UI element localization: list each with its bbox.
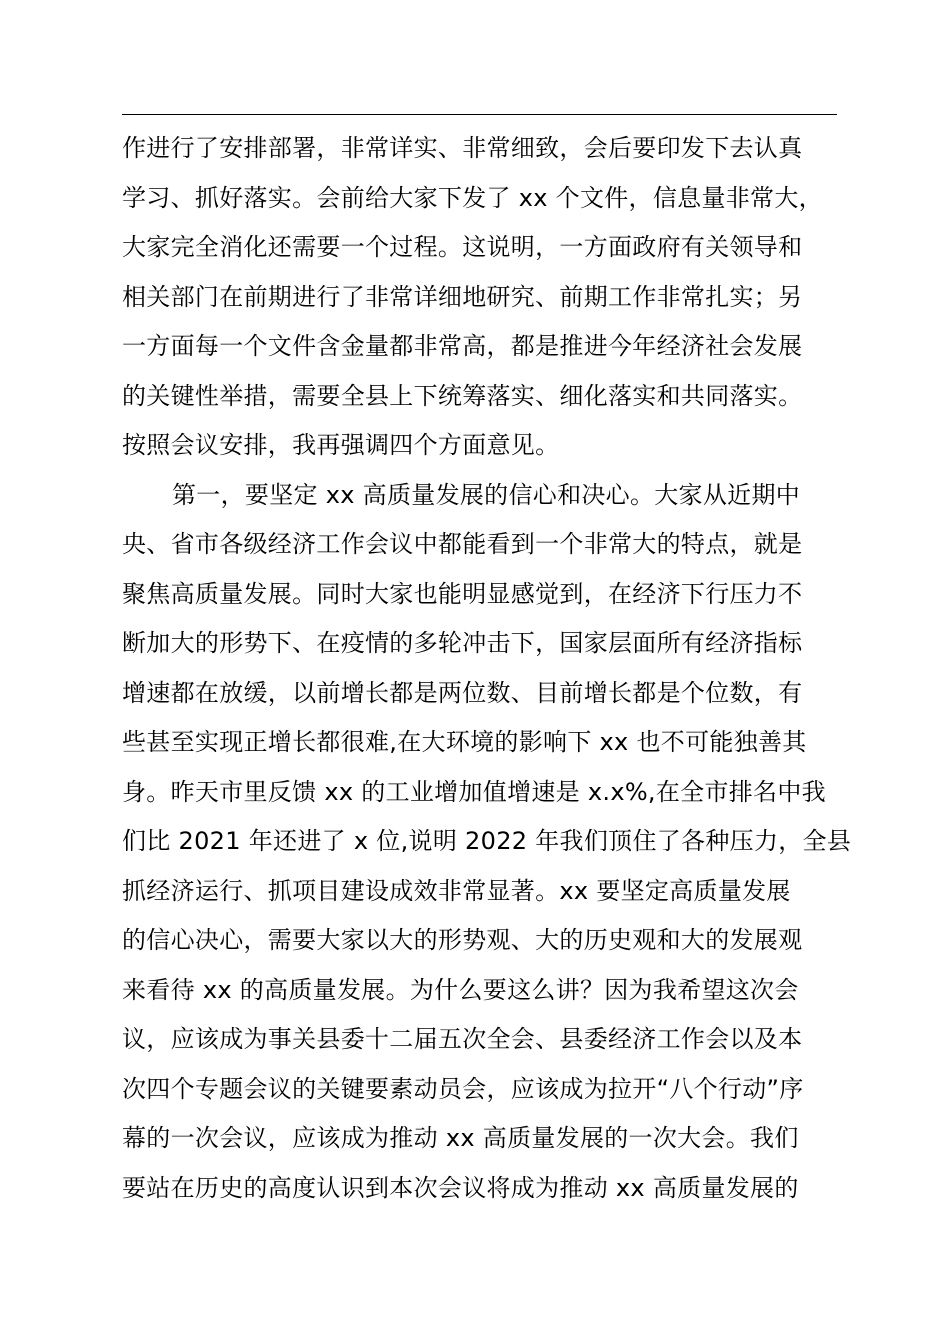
body-text <box>122 124 862 1213</box>
text-line: 一方面每一个文件含金量都非常高，都是推进今年经济社会发展 <box>122 332 803 360</box>
text-line: 作进行了安排部署，非常详实、非常细致，会后要印发下去认真 <box>122 134 803 162</box>
text-line: 来看待 xx 的高质量发展。为什么要这么讲？因为我希望这次会 <box>122 975 799 1004</box>
text-line: 的关键性举措，需要全县上下统筹落实、细化落实和共同落实。 <box>122 381 803 410</box>
text-line: 抓经济运行、抓项目建设成效非常显著。xx 要坚定高质量发展 <box>122 876 791 905</box>
text-line: 要站在历史的高度认识到本次会议将成为推动 xx 高质量发展的 <box>122 1173 799 1202</box>
header-rule <box>122 114 837 115</box>
text-line: 些甚至实现正增长都很难,在大环境的影响下 xx 也不可能独善其 <box>122 728 807 756</box>
text-line: 幕的一次会议，应该成为推动 xx 高质量发展的一次大会。我们 <box>122 1124 799 1152</box>
text-line: 议，应该成为事关县委十二届五次全会、县委经济工作会以及本 <box>122 1025 803 1053</box>
text-line: 按照会议安排，我再强调四个方面意见。 <box>122 431 560 459</box>
text-line: 的信心决心，需要大家以大的形势观、大的历史观和大的发展观 <box>122 926 803 954</box>
paragraph-first-line: 第一，要坚定 xx 高质量发展的信心和决心。大家从近期中 <box>172 480 801 509</box>
text-line: 聚焦高质量发展。同时大家也能明显感觉到，在经济下行压力不 <box>122 579 803 608</box>
text-line: 们比 2021 年还进了 x 位,说明 2022 年我们顶住了各种压力，全县 <box>122 827 852 855</box>
text-line: 断加大的形势下、在疫情的多轮冲击下，国家层面所有经济指标 <box>122 629 803 657</box>
text-line: 央、省市各级经济工作会议中都能看到一个非常大的特点，就是 <box>122 530 803 558</box>
text-line: 增速都在放缓，以前增长都是两位数、目前增长都是个位数，有 <box>122 678 803 707</box>
text-line: 大家完全消化还需要一个过程。这说明，一方面政府有关领导和 <box>122 233 803 261</box>
text-line: 身。昨天市里反馈 xx 的工业增加值增速是 x.x%,在全市排名中我 <box>122 777 826 806</box>
text-line: 次四个专题会议的关键要素动员会，应该成为拉开“八个行动”序 <box>122 1074 804 1103</box>
text-line: 学习、抓好落实。会前给大家下发了 xx 个文件，信息量非常大， <box>122 183 823 212</box>
text-line: 相关部门在前期进行了非常详细地研究、前期工作非常扎实；另 <box>122 282 803 311</box>
